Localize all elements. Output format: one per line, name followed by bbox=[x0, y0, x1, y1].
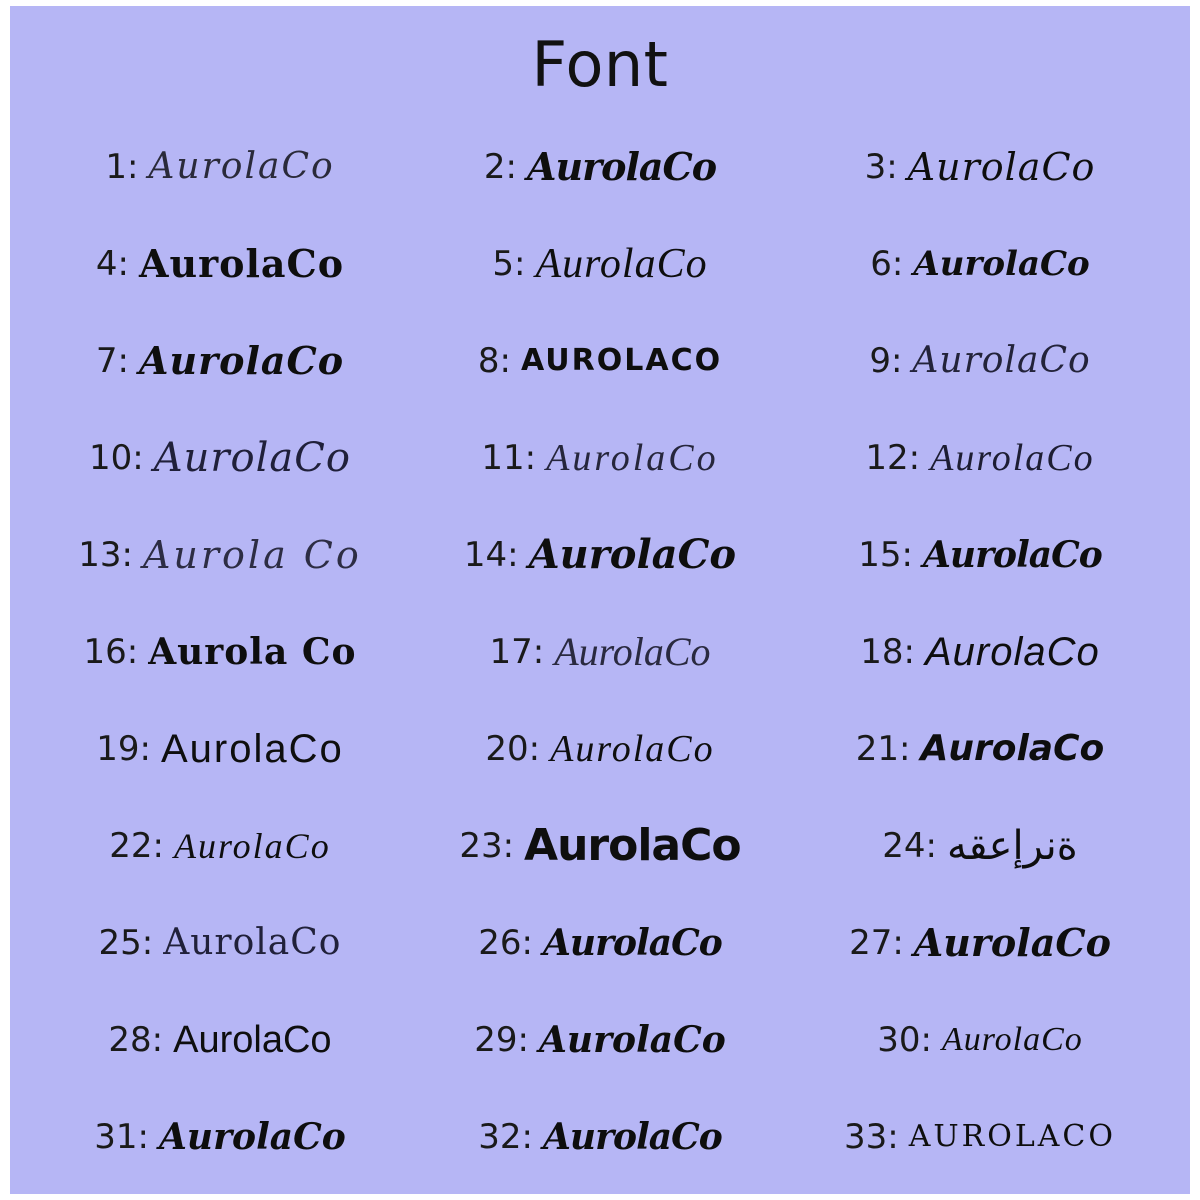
font-sample-text: ةنرإعقه bbox=[946, 822, 1078, 869]
font-option-4[interactable] bbox=[30, 215, 410, 312]
font-option-number: 32: bbox=[478, 1116, 533, 1157]
page-title: Font bbox=[531, 28, 669, 101]
font-option-number: 1: bbox=[105, 146, 139, 187]
font-option-number: 11: bbox=[481, 437, 537, 478]
font-option-33[interactable] bbox=[790, 1088, 1170, 1185]
font-option-6[interactable] bbox=[790, 215, 1170, 312]
font-option-number: 2: bbox=[483, 146, 517, 187]
font-sample-text: AurolaCo bbox=[912, 339, 1091, 381]
font-option-24[interactable] bbox=[790, 797, 1170, 894]
font-sample-text: AurolaCo bbox=[913, 919, 1111, 965]
font-option-7[interactable] bbox=[30, 312, 410, 409]
font-option-number: 6: bbox=[870, 243, 904, 284]
font-option-number: 25: bbox=[98, 922, 154, 963]
font-sample-text: AurolaCo bbox=[924, 629, 1100, 674]
font-option-15[interactable] bbox=[790, 506, 1170, 603]
font-sample-text: AurolaCo bbox=[528, 530, 737, 578]
font-option-3[interactable] bbox=[790, 118, 1170, 215]
font-option-number: 24: bbox=[882, 825, 937, 866]
font-sample-grid bbox=[30, 118, 1170, 1185]
frame-edge-top bbox=[0, 0, 1200, 6]
font-option-17[interactable] bbox=[410, 603, 790, 700]
font-sample-text: AurolaCo bbox=[922, 533, 1102, 576]
font-option-28[interactable] bbox=[30, 991, 410, 1088]
font-option-number: 8: bbox=[477, 340, 511, 381]
font-sample-text: AurolaCo bbox=[554, 628, 711, 674]
font-sample-text: AurolaCo bbox=[913, 243, 1090, 284]
font-option-2[interactable] bbox=[410, 118, 790, 215]
font-sample-text: AurolaCo bbox=[138, 240, 345, 286]
font-option-19[interactable] bbox=[30, 700, 410, 797]
font-option-1[interactable] bbox=[30, 118, 410, 215]
font-sample-text: AurolaCo bbox=[546, 436, 719, 479]
font-option-number: 7: bbox=[95, 340, 129, 381]
font-option-number: 23: bbox=[459, 825, 515, 866]
font-sample-text: AurolaCo bbox=[153, 434, 351, 481]
font-sample-text: AurolaCo bbox=[920, 727, 1105, 769]
font-sample-text: AurolaCo bbox=[535, 240, 708, 287]
font-option-number: 18: bbox=[860, 631, 915, 672]
font-sample-text: AurolaCo bbox=[174, 825, 331, 866]
font-sample-text: Aurola Co bbox=[148, 630, 357, 673]
font-sample-text: AurolaCo bbox=[526, 143, 717, 189]
font-sample-text: AurolaCo bbox=[907, 144, 1096, 189]
font-option-number: 10: bbox=[89, 437, 144, 478]
font-sample-text: AurolaCo bbox=[538, 1018, 726, 1061]
font-sample-text: AurolaCo bbox=[158, 1115, 346, 1158]
font-sample-text: AurolaCo bbox=[524, 819, 741, 871]
font-option-number: 3: bbox=[864, 146, 898, 187]
font-option-number: 12: bbox=[865, 437, 921, 478]
font-option-23[interactable] bbox=[410, 797, 790, 894]
font-sample-text: AurolaCo bbox=[542, 921, 722, 964]
font-sample-text: AurolaCo bbox=[148, 145, 335, 187]
frame-edge-left bbox=[0, 0, 10, 1200]
font-option-14[interactable] bbox=[410, 506, 790, 603]
font-option-number: 19: bbox=[96, 728, 151, 769]
font-sample-text: AurolaCo bbox=[930, 436, 1095, 479]
font-option-26[interactable] bbox=[410, 894, 790, 991]
font-sample-text: AurolaCo bbox=[138, 337, 345, 383]
font-option-16[interactable] bbox=[30, 603, 410, 700]
font-option-29[interactable] bbox=[410, 991, 790, 1088]
font-option-number: 17: bbox=[489, 631, 545, 672]
font-option-31[interactable] bbox=[30, 1088, 410, 1185]
font-option-22[interactable] bbox=[30, 797, 410, 894]
font-option-8[interactable] bbox=[410, 312, 790, 409]
font-option-number: 27: bbox=[849, 922, 904, 963]
font-option-number: 26: bbox=[478, 922, 533, 963]
font-option-number: 29: bbox=[474, 1019, 529, 1060]
font-option-number: 33: bbox=[844, 1116, 899, 1157]
font-sample-text: Aurola Co bbox=[142, 532, 362, 577]
font-option-12[interactable] bbox=[790, 409, 1170, 506]
font-sample-text: AUROLACO bbox=[520, 342, 723, 378]
font-sample-text: AUROLACO bbox=[908, 1118, 1116, 1154]
font-option-number: 28: bbox=[108, 1019, 164, 1060]
font-option-number: 22: bbox=[109, 825, 165, 866]
font-option-number: 4: bbox=[95, 243, 129, 284]
font-option-30[interactable] bbox=[790, 991, 1170, 1088]
font-option-5[interactable] bbox=[410, 215, 790, 312]
font-option-number: 13: bbox=[78, 534, 133, 575]
frame-edge-right bbox=[1190, 0, 1200, 1200]
font-option-number: 20: bbox=[485, 728, 541, 769]
font-option-number: 5: bbox=[492, 243, 526, 284]
font-option-27[interactable] bbox=[790, 894, 1170, 991]
font-sample-text: AurolaCo bbox=[550, 727, 715, 770]
font-option-number: 9: bbox=[869, 340, 903, 381]
font-option-number: 31: bbox=[94, 1116, 149, 1157]
font-sample-text: AurolaCo bbox=[160, 726, 344, 771]
font-option-number: 15: bbox=[858, 534, 913, 575]
font-option-9[interactable] bbox=[790, 312, 1170, 409]
font-option-21[interactable] bbox=[790, 700, 1170, 797]
font-option-number: 16: bbox=[83, 631, 139, 672]
font-sample-text: AurolaCo bbox=[542, 1115, 722, 1158]
font-sample-text: AurolaCo bbox=[163, 921, 342, 963]
font-option-number: 14: bbox=[463, 534, 519, 575]
frame-edge-bottom bbox=[0, 1194, 1200, 1200]
font-option-32[interactable] bbox=[410, 1088, 790, 1185]
font-option-number: 21: bbox=[855, 728, 911, 769]
font-sample-text: AurolaCo bbox=[941, 1020, 1083, 1058]
font-option-20[interactable] bbox=[410, 700, 790, 797]
font-option-18[interactable] bbox=[790, 603, 1170, 700]
font-option-number: 30: bbox=[877, 1019, 932, 1060]
font-sample-text: AurolaCo bbox=[173, 1018, 332, 1061]
font-option-13[interactable] bbox=[30, 506, 410, 603]
font-option-11[interactable] bbox=[410, 409, 790, 506]
font-option-10[interactable] bbox=[30, 409, 410, 506]
font-option-25[interactable] bbox=[30, 894, 410, 991]
